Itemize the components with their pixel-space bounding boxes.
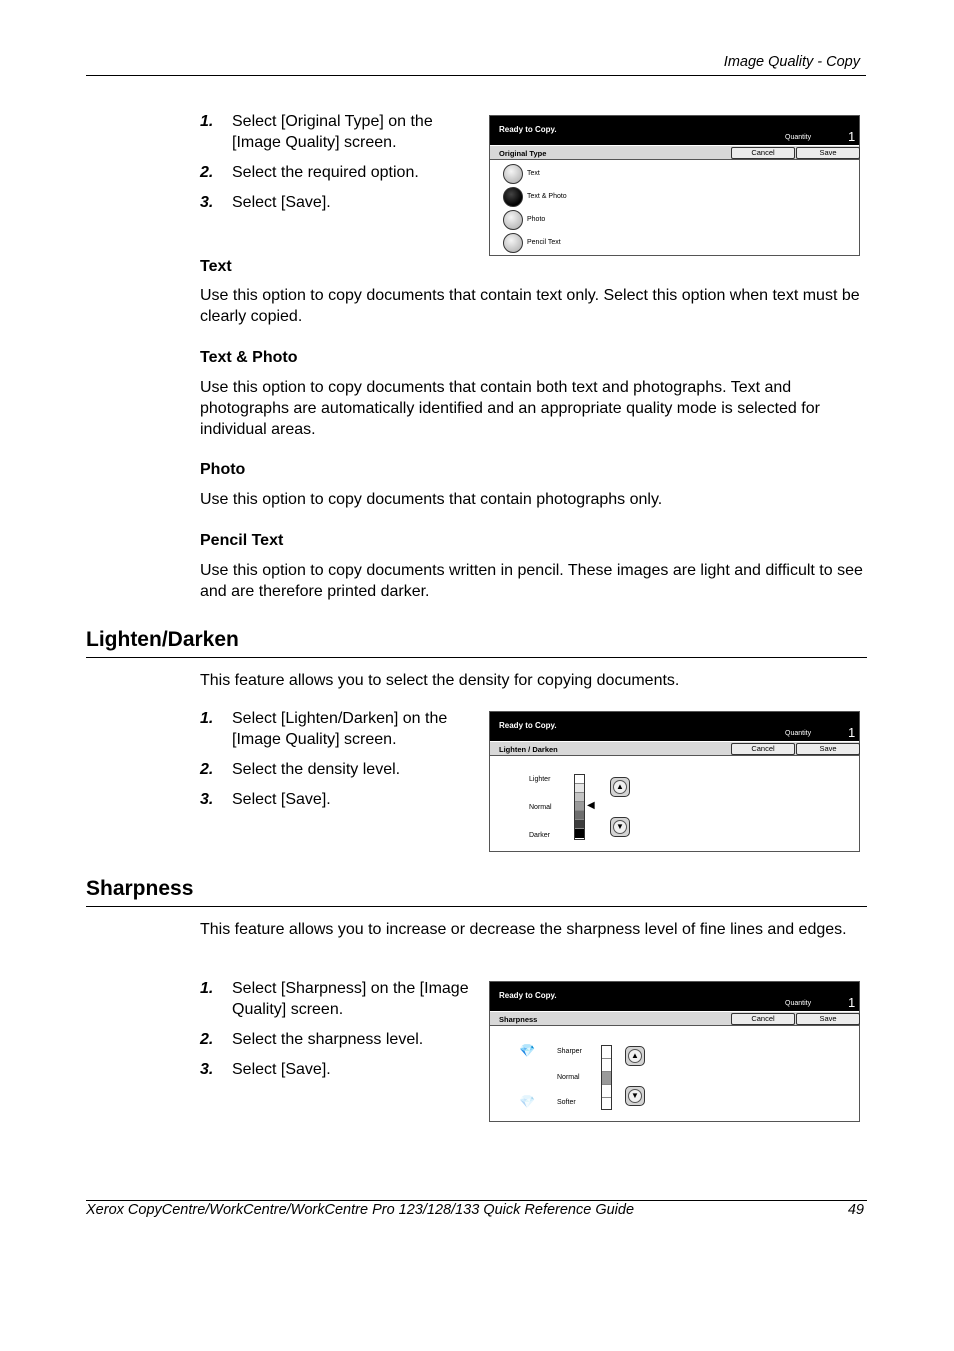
option-body-pencil-text: Use this option to copy documents written in pencil. These images are light and difficult to see and are therefore printed darker. (200, 562, 863, 600)
save-button[interactable]: Save (796, 743, 860, 755)
step-item (200, 162, 480, 183)
option-heading-text-photo: Text & Photo (200, 349, 298, 366)
section-intro: This feature allows you to select the density for copying documents. (200, 672, 680, 689)
screen-status-bar (490, 712, 859, 741)
density-scale (574, 774, 585, 840)
arrow-down-icon: ▼ (613, 820, 627, 834)
sharpness-down-button[interactable] (625, 1086, 645, 1106)
cancel-button[interactable]: Cancel (731, 1013, 795, 1025)
header-rule (86, 75, 866, 76)
quantity-value: 1 (848, 129, 856, 144)
radio-text-photo[interactable] (503, 187, 523, 207)
density-up-button[interactable] (610, 777, 630, 797)
radio-label: Text (527, 170, 540, 177)
radio-label: Text & Photo (527, 193, 567, 200)
lighten-darken-steps (200, 708, 480, 819)
option-heading-text: Text (200, 258, 232, 275)
density-down-button[interactable] (610, 817, 630, 837)
section-intro: This feature allows you to increase or decrease the sharpness level of fine lines and edges. (200, 921, 847, 938)
quantity-label: Quantity (785, 134, 812, 141)
step-text: Select [Original Type] on the [Image Quality] screen. (232, 113, 433, 151)
step-item (200, 759, 480, 780)
step-text: Select the density level. (232, 761, 401, 778)
section-rule (86, 657, 867, 658)
quantity-value: 1 (848, 725, 856, 740)
ready-message: Ready to Copy. (499, 721, 557, 730)
radio-photo[interactable] (503, 210, 523, 230)
step-text: Select the sharpness level. (232, 1031, 424, 1048)
cancel-button[interactable]: Cancel (731, 743, 795, 755)
step-item (200, 111, 480, 153)
running-header: Image Quality - Copy (723, 54, 860, 70)
step-item (200, 1059, 480, 1080)
step-number: 3. (200, 791, 214, 808)
quantity-label: Quantity (785, 1000, 812, 1007)
ready-message: Ready to Copy. (499, 125, 557, 134)
screen-status-bar (490, 116, 859, 145)
option-heading-pencil-text: Pencil Text (200, 532, 284, 549)
step-item (200, 708, 480, 750)
step-text: Select [Save]. (232, 791, 331, 808)
density-label-lighter: Lighter (529, 776, 551, 783)
step-text: Select [Save]. (232, 1061, 331, 1078)
step-number: 1. (200, 710, 214, 727)
step-item (200, 1029, 480, 1050)
step-text: Select [Lighten/Darken] on the [Image Quality] screen. (232, 710, 448, 748)
soft-diamond-icon: 💎 (519, 1094, 536, 1109)
cancel-button[interactable]: Cancel (731, 147, 795, 159)
step-number: 1. (200, 980, 214, 997)
sharpness-label-normal: Normal (557, 1074, 580, 1081)
step-number: 2. (200, 1031, 214, 1048)
step-item (200, 978, 480, 1020)
quantity-label: Quantity (785, 730, 812, 737)
original-type-screen (489, 115, 860, 256)
sharp-diamond-icon: 💎 (519, 1043, 536, 1058)
footer-title: Xerox CopyCentre/WorkCentre/WorkCentre Pro 123/128/133 Quick Reference Guide (86, 1202, 635, 1218)
arrow-up-icon: ▲ (613, 780, 627, 794)
lighten-darken-screen (489, 711, 860, 852)
quantity-value: 1 (848, 995, 856, 1010)
density-label-darker: Darker (529, 832, 551, 839)
save-button[interactable]: Save (796, 147, 860, 159)
option-body-text-photo: Use this option to copy documents that contain both text and photographs. Text and photographs are automatically identified and an appropriate quality mode is selected for individual areas. (200, 379, 820, 438)
option-body-photo: Use this option to copy documents that contain photographs only. (200, 491, 663, 508)
step-text: Select [Sharpness] on the [Image Quality] screen. (232, 980, 469, 1018)
page-number: 49 (847, 1202, 864, 1218)
screen-title-bar (490, 146, 859, 160)
screen-status-bar (490, 982, 859, 1011)
step-number: 2. (200, 164, 214, 181)
step-number: 3. (200, 194, 214, 211)
screen-title-bar (490, 742, 859, 756)
option-body-text: Use this option to copy documents that contain text only. Select this option when text must be clearly copied. (200, 287, 860, 325)
radio-label: Pencil Text (527, 239, 561, 246)
arrow-up-icon: ▲ (628, 1049, 642, 1063)
radio-pencil-text[interactable] (503, 233, 523, 253)
save-button[interactable]: Save (796, 1013, 860, 1025)
screen-title-bar (490, 1012, 859, 1026)
radio-text[interactable] (503, 164, 523, 184)
sharpness-up-button[interactable] (625, 1046, 645, 1066)
screen-title: Lighten / Darken (499, 745, 558, 754)
screen-title: Original Type (499, 149, 547, 158)
density-label-normal: Normal (529, 804, 552, 811)
sharpness-label-sharper: Sharper (557, 1048, 582, 1055)
step-item (200, 192, 480, 213)
sharpness-screen (489, 981, 860, 1122)
step-number: 2. (200, 761, 214, 778)
sharpness-scale (601, 1045, 612, 1110)
original-type-steps (200, 111, 480, 222)
step-number: 3. (200, 1061, 214, 1078)
footer-rule (86, 1200, 867, 1201)
section-rule (86, 906, 867, 907)
step-item (200, 789, 480, 810)
ready-message: Ready to Copy. (499, 991, 557, 1000)
section-heading-lighten-darken: Lighten/Darken (86, 628, 239, 651)
radio-label: Photo (527, 216, 546, 223)
section-heading-sharpness: Sharpness (86, 877, 194, 900)
sharpness-steps (200, 978, 480, 1089)
density-pointer-icon: ◀ (587, 800, 595, 811)
step-number: 1. (200, 113, 214, 130)
sharpness-label-softer: Softer (557, 1099, 576, 1106)
arrow-down-icon: ▼ (628, 1089, 642, 1103)
step-text: Select [Save]. (232, 194, 331, 211)
option-heading-photo: Photo (200, 461, 246, 478)
screen-title: Sharpness (499, 1015, 538, 1024)
step-text: Select the required option. (232, 164, 419, 181)
